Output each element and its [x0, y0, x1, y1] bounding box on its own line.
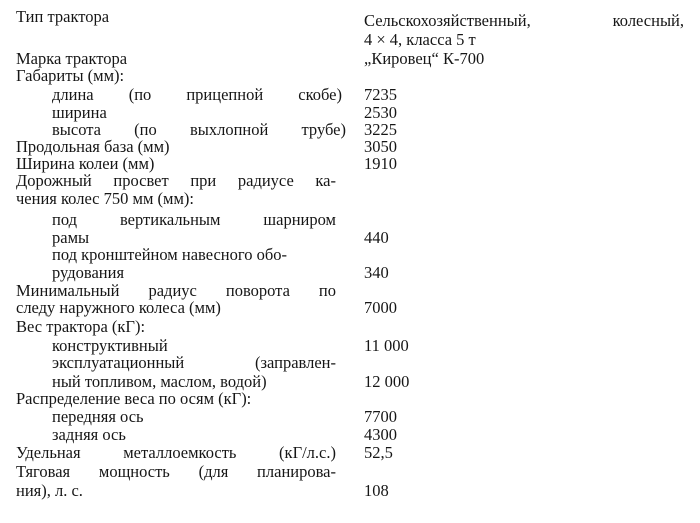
turning-radius-value: 7000: [364, 298, 397, 317]
clearance-hinge-line1: под вертикальным шарниром: [52, 210, 336, 229]
clearance-label-line1: Дорожный просвет при радиусе ка-: [16, 171, 336, 190]
traction-power-line1: Тяговая мощность (для планирова-: [16, 462, 336, 481]
rear-axle-label: задняя ось: [52, 425, 126, 444]
design-weight-label: конструктивный: [52, 336, 168, 355]
rear-axle-value: 4300: [364, 425, 397, 444]
brand-label: Марка трактора: [16, 49, 128, 68]
type-value-line1: Сельскохозяйственный, колесный,: [364, 11, 684, 30]
design-weight-value: 11 000: [364, 336, 409, 355]
metal-intensity-value: 52,5: [364, 443, 393, 462]
traction-power-value: 108: [364, 481, 389, 500]
wheelbase-value: 3050: [364, 137, 397, 156]
distribution-label: Распределение веса по осям (кГ):: [16, 389, 252, 408]
front-axle-value: 7700: [364, 407, 397, 426]
wheelbase-label: Продольная база (мм): [16, 137, 170, 156]
front-axle-label: передняя ось: [52, 407, 144, 426]
traction-power-line2: ния), л. с.: [16, 481, 83, 500]
height-label: высота (по выхлопной трубе): [52, 120, 346, 139]
clearance-label-line2: чения колес 750 мм (мм):: [16, 189, 194, 208]
weight-label: Вес трактора (кГ):: [16, 317, 146, 336]
dimensions-label: Габариты (мм):: [16, 66, 125, 85]
turning-radius-line2: следу наружного колеса (мм): [16, 298, 221, 317]
length-value: 7235: [364, 85, 397, 104]
clearance-bracket-line1: под кронштейном навесного обо-: [52, 245, 287, 264]
operating-weight-value: 12 000: [364, 372, 410, 391]
clearance-bracket-line2: рудования: [52, 263, 125, 282]
height-value: 3225: [364, 120, 397, 139]
turning-radius-line1: Минимальный радиус поворота по: [16, 281, 336, 300]
operating-weight-line2: ный топливом, маслом, водой): [52, 372, 267, 391]
track-value: 1910: [364, 154, 397, 173]
track-label: Ширина колеи (мм): [16, 154, 155, 173]
clearance-hinge-line2: рамы: [52, 228, 90, 247]
length-label: длина (по прицепной скобе): [52, 85, 342, 104]
metal-intensity-label: Удельная металлоемкость (кГ/л.с.): [16, 443, 336, 462]
width-label: ширина: [52, 103, 107, 122]
brand-value: „Кировец“ К-700: [364, 49, 485, 68]
type-value-line2: 4 × 4, класса 5 т: [364, 30, 476, 49]
width-value: 2530: [364, 103, 397, 122]
clearance-bracket-value: 340: [364, 263, 389, 282]
type-label: Тип трактора: [16, 7, 110, 26]
clearance-hinge-value: 440: [364, 228, 389, 247]
operating-weight-line1: эксплуатационный (заправлен-: [52, 353, 336, 372]
